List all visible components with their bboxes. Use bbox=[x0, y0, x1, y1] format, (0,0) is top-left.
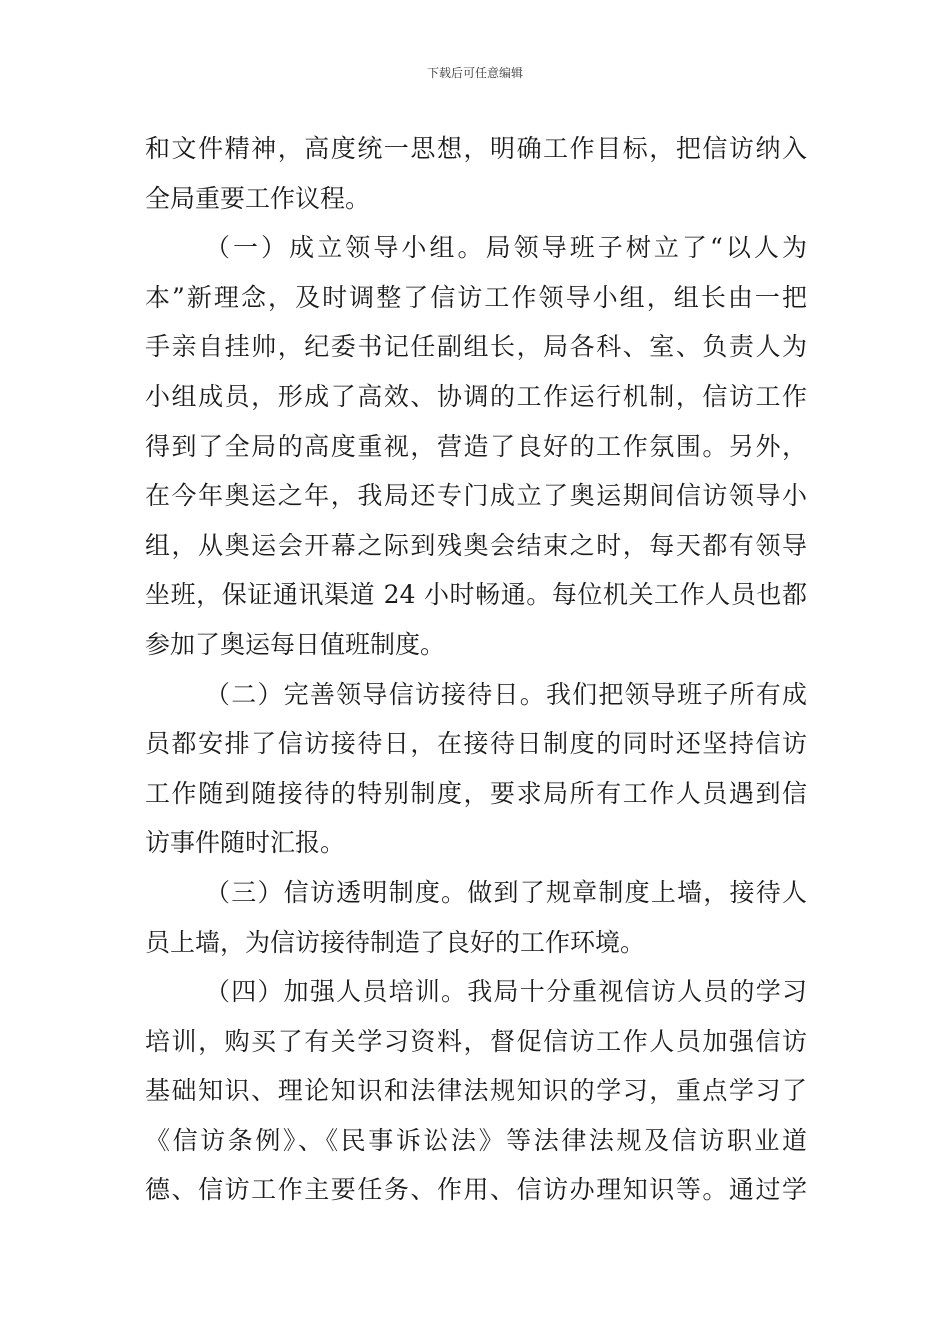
text-line: 《信访条例》、《民事诉讼法》等法律法规及信访职业道 bbox=[145, 1125, 807, 1155]
page-header: 下载后可任意编辑 bbox=[426, 66, 523, 80]
paragraph-first-line: （二）完善领导信访接待日。我们把领导班子所有成 bbox=[205, 679, 807, 709]
text-line: 本”新理念，及时调整了信访工作领导小组，组长由一把 bbox=[145, 282, 807, 312]
text-line: 德、信访工作主要任务、作用、信访办理知识等。通过学 bbox=[145, 1175, 807, 1205]
text-line: 培训，购买了有关学习资料，督促信访工作人员加强信访 bbox=[145, 1026, 807, 1056]
text-line: 坐班，保证通讯渠道 24 小时畅通。每位机关工作人员也都 bbox=[145, 580, 807, 610]
text-line: 和文件精神，高度统一思想，明确工作目标，把信访纳入 bbox=[145, 134, 807, 163]
paragraph-first-line: （一）成立领导小组。局领导班子树立了“以人为 bbox=[205, 233, 807, 263]
text-line: 小组成员，形成了高效、协调的工作运行机制，信访工作 bbox=[145, 381, 807, 411]
text-line: 访事件随时汇报。 bbox=[145, 828, 346, 858]
text-line: 组，从奥运会开幕之际到残奥会结束之时，每天都有领导 bbox=[145, 530, 807, 560]
text-line: 手亲自挂帅，纪委书记任副组长，局各科、室、负责人为 bbox=[145, 332, 807, 362]
text-line: 得到了全局的高度重视，营造了良好的工作氛围。另外， bbox=[145, 431, 807, 461]
paragraph-first-line: （四）加强人员培训。我局十分重视信访人员的学习 bbox=[205, 977, 807, 1007]
text-line: 参加了奥运每日值班制度。 bbox=[145, 629, 446, 659]
text-line: 基础知识、理论知识和法律法规知识的学习，重点学习了 bbox=[145, 1076, 807, 1106]
text-line: 员都安排了信访接待日，在接待日制度的同时还坚持信访 bbox=[145, 729, 807, 759]
document-body bbox=[145, 124, 807, 1215]
text-line: 在今年奥运之年，我局还专门成立了奥运期间信访领导小 bbox=[145, 481, 807, 511]
paragraph-first-line: （三）信访透明制度。做到了规章制度上墙，接待人 bbox=[205, 877, 807, 907]
text-line: 员上墙，为信访接待制造了良好的工作环境。 bbox=[145, 927, 646, 957]
text-line: 工作随到随接待的特别制度，要求局所有工作人员遇到信 bbox=[145, 778, 807, 808]
text-line: 全局重要工作议程。 bbox=[145, 183, 371, 213]
